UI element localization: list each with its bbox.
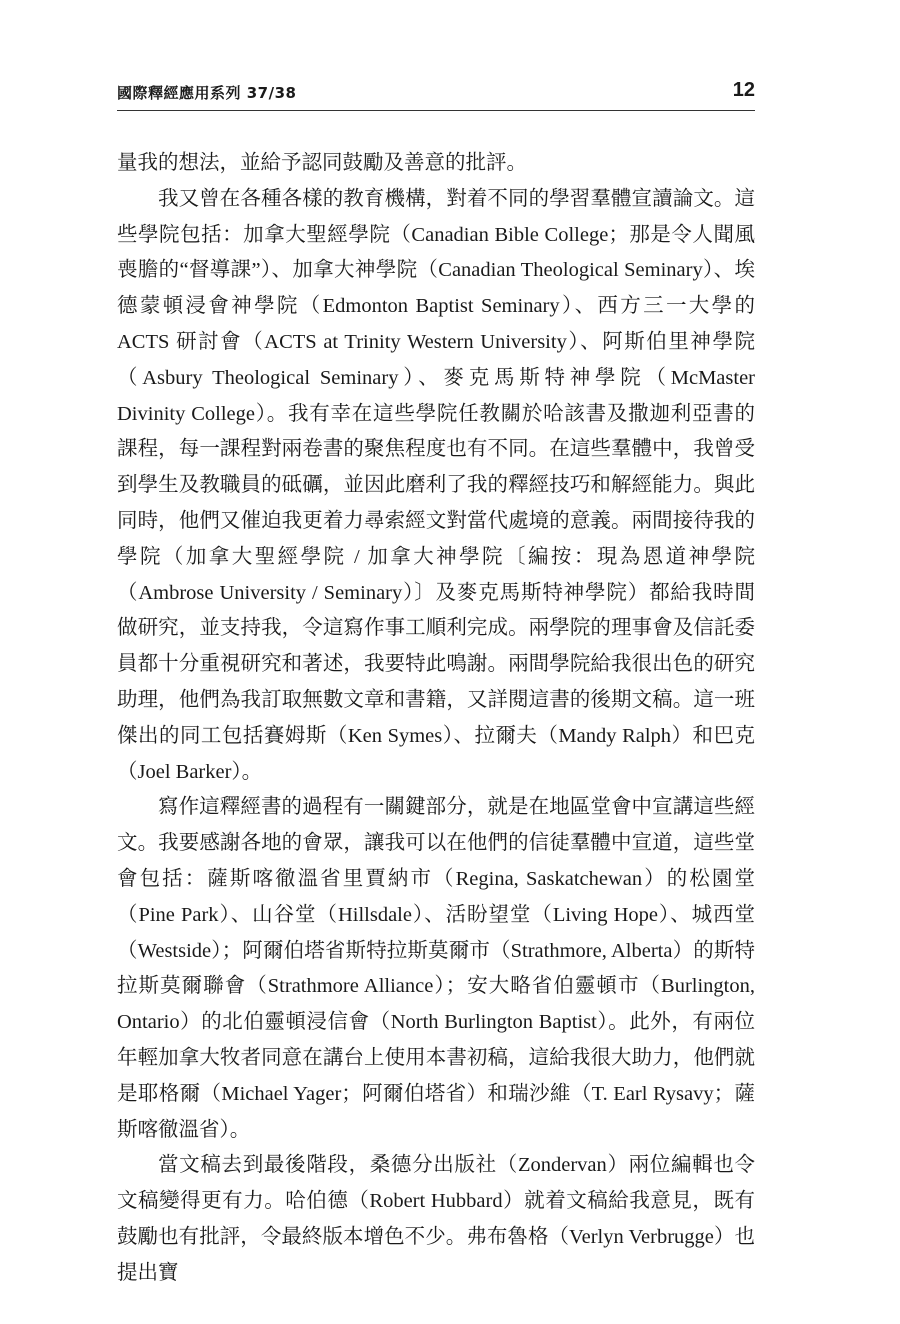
paragraph-editors: 當文稿去到最後階段，桑德分出版社（Zondervan）兩位編輯也令文稿變得更有力。哈伯德（Robert Hubbard）就着文稿給我意見，既有鼓勵也有批評，令最終版本增色不少。弗布魯格（Verlyn Verbrugge）也提出寶 xyxy=(117,1154,755,1284)
paragraph-continuation: 量我的想法，並給予認同鼓勵及善意的批評。 xyxy=(117,152,527,174)
running-head: 國際釋經應用系列 37/38 xyxy=(117,84,297,102)
page-number: 12 xyxy=(732,79,755,101)
paragraph-congregations: 寫作這釋經書的過程有一關鍵部分，就是在地區堂會中宣講這些經文。我要感謝各地的會眾，讓我可以在他們的信徒羣體中宣道，這些堂會包括：薩斯喀徹溫省里賈納市（Regina, Saskatchewan）的松園堂（Pine Park）、山谷堂（Hillsdale）、活盼望堂（Living Hope）、城西堂（Westside）；阿爾伯塔省斯特拉斯莫爾市（Strathmore, Alberta）的斯特拉斯莫爾聯會（Strathmore Alliance）；安大略省伯靈頓市（Burlington, Ontario）的北伯靈頓浸信會（North Burlington Baptist）。此外，有兩位年輕加拿大牧者同意在講台上使用本書初稿，這給我很大助力，他們就是耶格爾（Michael Yager；阿爾伯塔省）和瑞沙維（T. Earl Rysavy；薩斯喀徹溫省）。 xyxy=(117,796,755,1141)
page-header xyxy=(117,78,755,111)
body-text xyxy=(117,146,755,1292)
paragraph-institutions: 我又曾在各種各樣的教育機構，對着不同的學習羣體宣讀論文。這些學院包括：加拿大聖經學院（Canadian Bible College；那是令人聞風喪膽的“督導課”）、加拿大神學院（Canadian Theological Seminary）、埃德蒙頓浸會神學院（Edmonton Baptist Seminary）、西方三一大學的 ACTS 研討會（ACTS at Trinity Western University）、阿斯伯里神學院（Asbury Theological Seminary）、麥克馬斯特神學院（McMaster Divinity College）。我有幸在這些學院任教關於哈該書及撒迦利亞書的課程，每一課程對兩卷書的聚焦程度也有不同。在這些羣體中，我曾受到學生及教職員的砥礪，並因此磨利了我的釋經技巧和解經能力。與此同時，他們又催迫我更着力尋索經文對當代處境的意義。兩間接待我的學院（加拿大聖經學院 / 加拿大神學院〔編按：現為恩道神學院（Ambrose University / Seminary）〕及麥克馬斯特神學院）都給我時間做研究，並支持我，令這寫作事工順利完成。兩學院的理事會及信託委員都十分重視研究和著述，我要特此鳴謝。兩間學院給我很出色的研究助理，他們為我訂取無數文章和書籍，又詳閱這書的後期文稿。這一班傑出的同工包括賽姆斯（Ken Symes）、拉爾夫（Mandy Ralph）和巴克（Joel Barker）。 xyxy=(117,187,755,783)
